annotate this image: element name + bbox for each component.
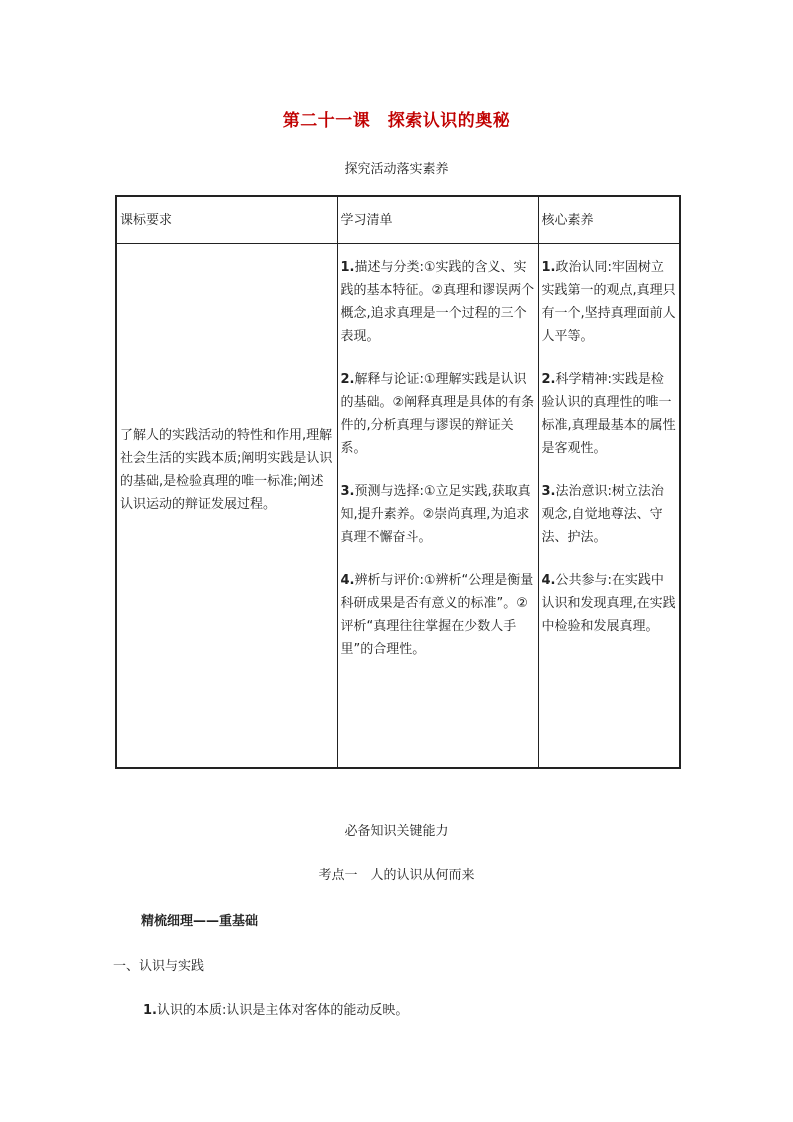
study-item: 1.描述与分类:①实践的含义、实践的基本特征。②真理和谬误两个概念,追求真理是一个过程的三个表现。 [340, 260, 535, 344]
section-heading: 必备知识关键能力 [344, 824, 449, 839]
part-title: 一、认识与实践 [113, 959, 205, 974]
point-1: 1.认识的本质:认识是主体对客体的能动反映。 [143, 1003, 409, 1018]
literacy-item: 1.政治认同:牢固树立实践第一的观点,真理只有一个,坚持真理面前人人平等。 [541, 260, 676, 344]
header-core-literacy: 核心素养 [538, 196, 680, 244]
subtitle: 探究活动落实素养 [344, 162, 449, 177]
literacy-item: 2.科学精神:实践是检验认识的真理性的唯一标准,真理最基本的属性是客观性。 [541, 372, 676, 456]
table-body-row [116, 244, 680, 769]
curriculum-table [115, 195, 681, 769]
study-list-cell [337, 244, 538, 769]
core-literacy-cell [538, 244, 680, 769]
study-item: 3.预测与选择:①立足实践,获取真知,提升素养。②崇尚真理,为追求真理不懈奋斗。 [340, 484, 531, 545]
study-item: 2.解释与论证:①理解实践是认识的基础。②阐释真理是具体的有条件的,分析真理与谬误的辩证关系。 [340, 372, 535, 456]
header-requirement: 课标要求 [116, 196, 337, 244]
requirement-cell [116, 244, 337, 769]
requirement-text: 了解人的实践活动的特性和作用,理解社会生活的实践本质;阐明实践是认识的基础,是检验真理的唯一标准;阐述认识运动的辩证发展过程。 [120, 428, 333, 512]
lesson-title: 第二十一课 探索认识的奥秘 [282, 111, 511, 131]
header-study-list: 学习清单 [337, 196, 538, 244]
study-item: 4.辨析与评价:①辨析“公理是衡量科研成果是否有意义的标准”。②评析“真理往往掌握在少数人手里”的合理性。 [340, 573, 534, 657]
table-header-row [116, 196, 680, 244]
literacy-item: 4.公共参与:在实践中认识和发现真理,在实践中检验和发展真理。 [541, 573, 676, 634]
basics-label: 精梳细理——重基础 [141, 914, 259, 929]
literacy-item: 3.法治意识:树立法治观念,自觉地尊法、守法、护法。 [541, 484, 664, 545]
exam-point-heading: 考点一 人的认识从何而来 [318, 868, 475, 883]
